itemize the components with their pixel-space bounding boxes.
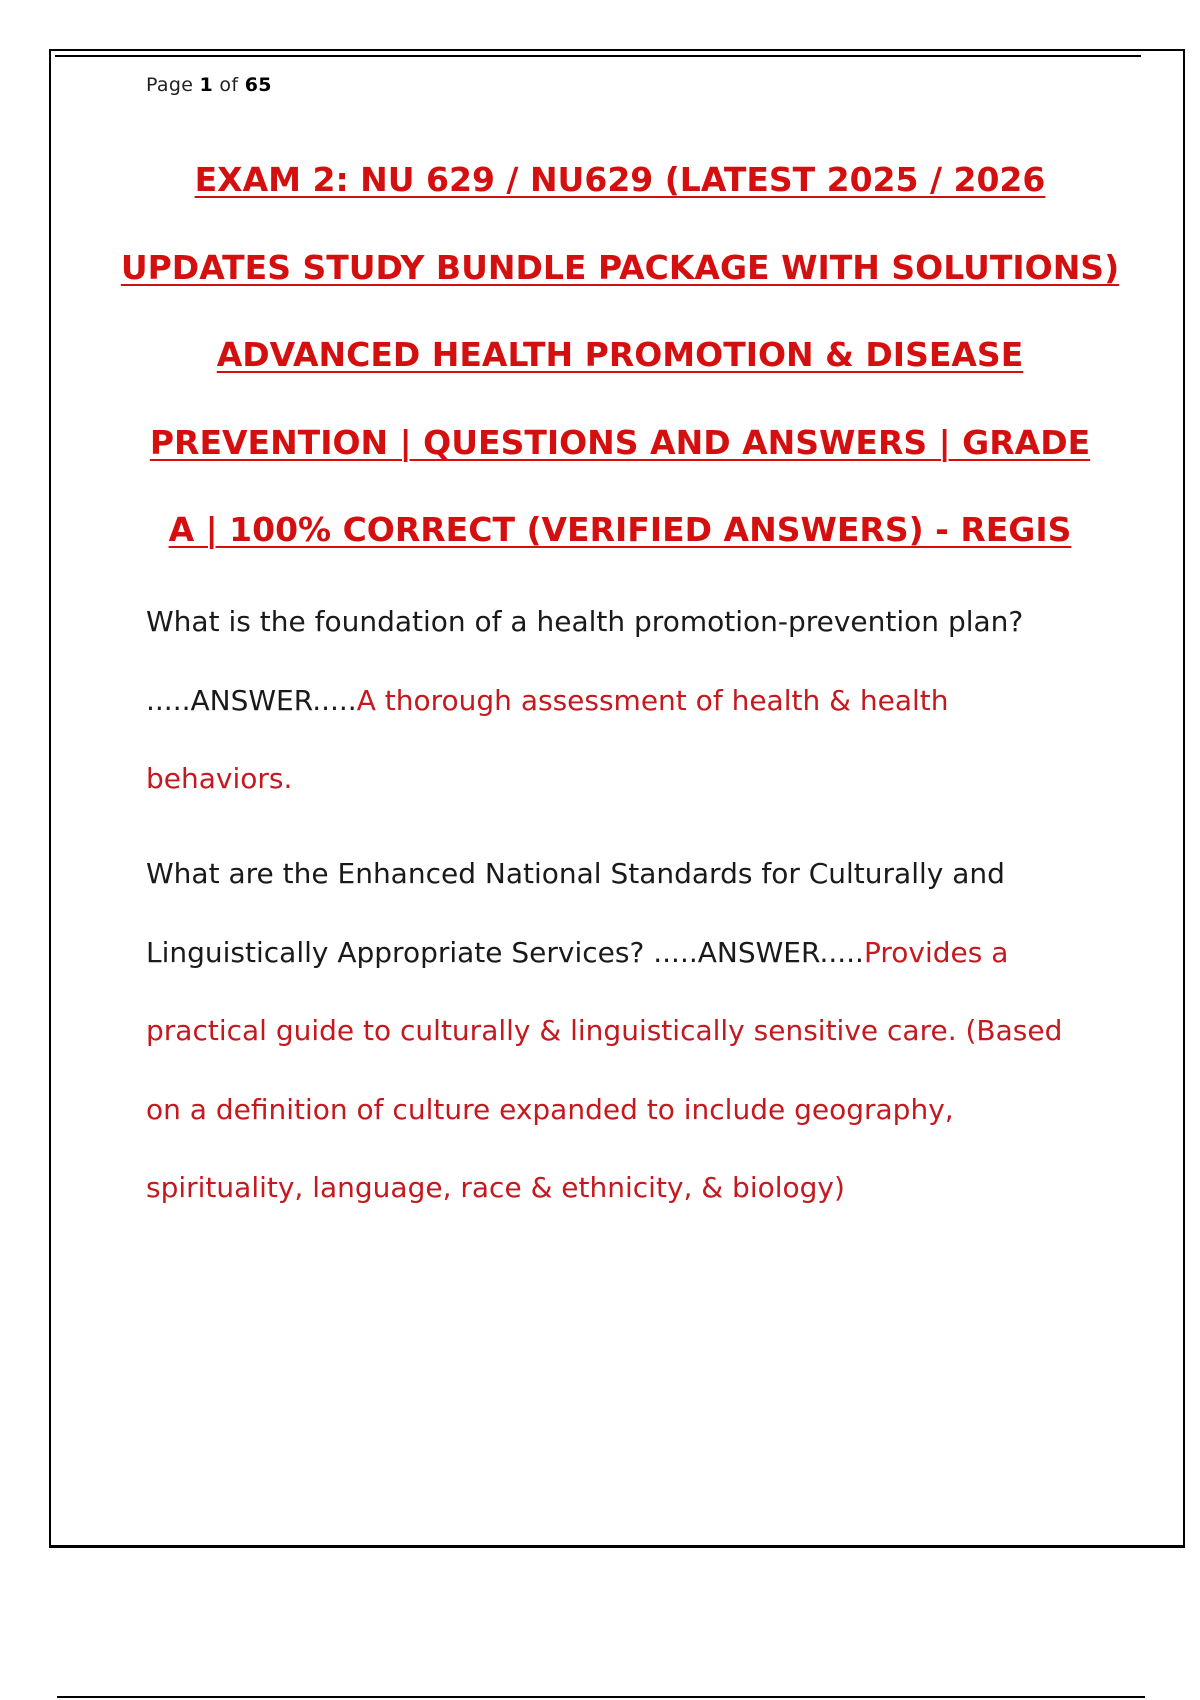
question-text: What are the Enhanced National Standards for Culturally and Linguistically Appropriate Services? .....ANSWER..... [146,857,1005,969]
page-current: 1 [199,74,214,96]
title-line: ADVANCED HEALTH PROMOTION & DISEASE [216,335,1024,374]
top-rule [55,55,1141,57]
bottom-rule [57,1696,1145,1698]
page-total: 65 [244,74,272,96]
qa-item [146,583,1086,819]
page-of: of [219,74,239,96]
answer-text: A thorough assessment of health & health behaviors. [146,683,949,795]
question-text: What is the foundation of a health promotion-prevention plan? .....ANSWER..... [146,605,1024,717]
title-line: PREVENTION | QUESTIONS AND ANSWERS | GRADE [149,422,1091,462]
answer-text: Provides a practical guide to culturally & linguistically sensitive care. (Based on a definition of culture expanded to include geography, spirituality, language, race & ethnicity, & biology) [146,935,1063,1204]
qa-item [146,835,1086,1228]
title-line: EXAM 2: NU 629 / NU629 (LATEST 2025 / 2026 [194,160,1046,199]
title-line: A | 100% CORRECT (VERIFIED ANSWERS) - REGIS [168,510,1072,549]
page-label: Page [146,74,194,96]
page-counter [146,74,272,96]
title-line: UPDATES STUDY BUNDLE PACKAGE WITH SOLUTIONS) [120,247,1120,287]
document-title [120,136,1120,574]
